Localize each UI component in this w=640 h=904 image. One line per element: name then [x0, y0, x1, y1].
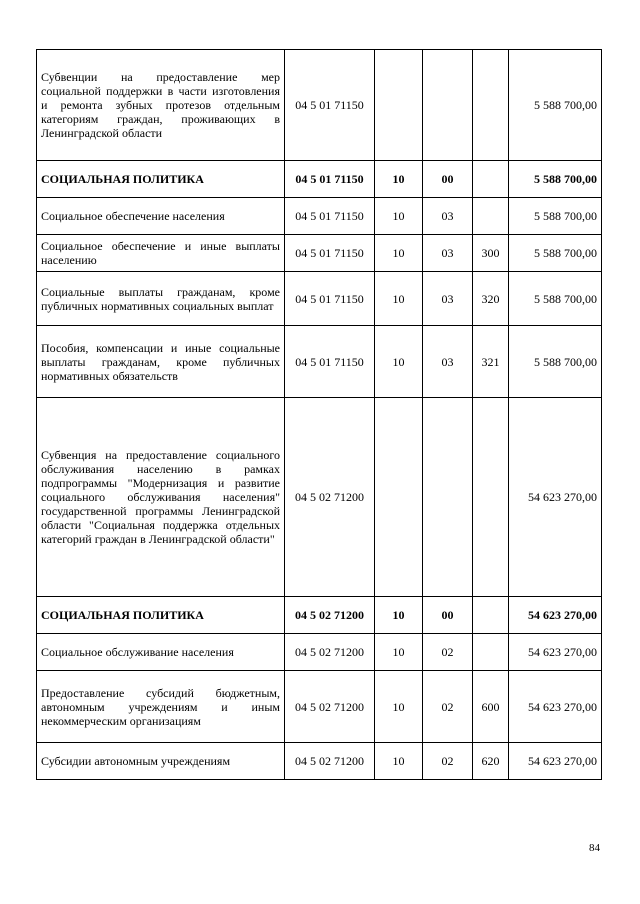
section-cell: 10: [375, 272, 423, 326]
amount-cell: 54 623 270,00: [509, 743, 602, 780]
amount-cell: 5 588 700,00: [509, 326, 602, 398]
section-cell: [375, 50, 423, 161]
section-cell: 10: [375, 597, 423, 634]
target-code-cell: 04 5 02 71200: [285, 743, 375, 780]
row-name-cell: Субвенции на предоставление мер социальной поддержки в части изготовления и ремонта зубных протезов отдельным категориям граждан, проживающих в Ленинградской области: [37, 50, 285, 161]
row-name-cell: СОЦИАЛЬНАЯ ПОЛИТИКА: [37, 161, 285, 198]
row-name-cell: Социальное обеспечение населения: [37, 198, 285, 235]
section-cell: 10: [375, 743, 423, 780]
subsection-cell: 00: [423, 161, 473, 198]
subsection-cell: 03: [423, 326, 473, 398]
table-row: [37, 198, 602, 235]
target-code-cell: 04 5 02 71200: [285, 398, 375, 597]
table-row: [37, 326, 602, 398]
target-code-cell: 04 5 01 71150: [285, 161, 375, 198]
expense-type-cell: 620: [473, 743, 509, 780]
row-name-cell: Пособия, компенсации и иные социальные выплаты гражданам, кроме публичных нормативных обязательств: [37, 326, 285, 398]
target-code-cell: 04 5 02 71200: [285, 671, 375, 743]
subsection-cell: 03: [423, 198, 473, 235]
budget-table: [36, 49, 602, 780]
expense-type-cell: [473, 50, 509, 161]
expense-type-cell: [473, 198, 509, 235]
expense-type-cell: [473, 398, 509, 597]
expense-type-cell: [473, 597, 509, 634]
row-name-cell: Субсидии автономным учреждениям: [37, 743, 285, 780]
subsection-cell: 00: [423, 597, 473, 634]
amount-cell: 5 588 700,00: [509, 235, 602, 272]
section-cell: 10: [375, 671, 423, 743]
subsection-cell: 03: [423, 272, 473, 326]
table-row: [37, 50, 602, 161]
section-cell: 10: [375, 634, 423, 671]
target-code-cell: 04 5 02 71200: [285, 634, 375, 671]
row-name-cell: Субвенция на предоставление социального обслуживания населению в рамках подпрограммы "Модернизация и развитие социального обслуживания населения" государственной программы Ленинградской области "Социальная поддержка отдельных категорий граждан в Ленинградской области": [37, 398, 285, 597]
subsection-cell: 02: [423, 634, 473, 671]
amount-cell: 5 588 700,00: [509, 50, 602, 161]
target-code-cell: 04 5 01 71150: [285, 326, 375, 398]
row-name-cell: Предоставление субсидий бюджетным, автономным учреждениям и иным некоммерческим организациям: [37, 671, 285, 743]
amount-cell: 5 588 700,00: [509, 272, 602, 326]
target-code-cell: 04 5 02 71200: [285, 597, 375, 634]
section-cell: 10: [375, 235, 423, 272]
target-code-cell: 04 5 01 71150: [285, 50, 375, 161]
table-row: [37, 272, 602, 326]
table-row: [37, 743, 602, 780]
table-row: [37, 671, 602, 743]
target-code-cell: 04 5 01 71150: [285, 272, 375, 326]
page-number: 84: [589, 842, 600, 854]
expense-type-cell: [473, 161, 509, 198]
target-code-cell: 04 5 01 71150: [285, 235, 375, 272]
amount-cell: 54 623 270,00: [509, 634, 602, 671]
table-row: [37, 597, 602, 634]
row-name-cell: Социальное обслуживание населения: [37, 634, 285, 671]
expense-type-cell: 320: [473, 272, 509, 326]
amount-cell: 5 588 700,00: [509, 198, 602, 235]
row-name-cell: Социальные выплаты гражданам, кроме публичных нормативных социальных выплат: [37, 272, 285, 326]
amount-cell: 5 588 700,00: [509, 161, 602, 198]
table-row: [37, 235, 602, 272]
section-cell: 10: [375, 326, 423, 398]
amount-cell: 54 623 270,00: [509, 398, 602, 597]
section-cell: 10: [375, 161, 423, 198]
expense-type-cell: 321: [473, 326, 509, 398]
subsection-cell: [423, 50, 473, 161]
subsection-cell: 03: [423, 235, 473, 272]
row-name-cell: Социальное обеспечение и иные выплаты населению: [37, 235, 285, 272]
subsection-cell: 02: [423, 671, 473, 743]
expense-type-cell: 300: [473, 235, 509, 272]
expense-type-cell: [473, 634, 509, 671]
amount-cell: 54 623 270,00: [509, 671, 602, 743]
amount-cell: 54 623 270,00: [509, 597, 602, 634]
table-row: [37, 398, 602, 597]
section-cell: 10: [375, 198, 423, 235]
row-name-cell: СОЦИАЛЬНАЯ ПОЛИТИКА: [37, 597, 285, 634]
subsection-cell: 02: [423, 743, 473, 780]
subsection-cell: [423, 398, 473, 597]
target-code-cell: 04 5 01 71150: [285, 198, 375, 235]
expense-type-cell: 600: [473, 671, 509, 743]
table-row: [37, 634, 602, 671]
table-row: [37, 161, 602, 198]
section-cell: [375, 398, 423, 597]
